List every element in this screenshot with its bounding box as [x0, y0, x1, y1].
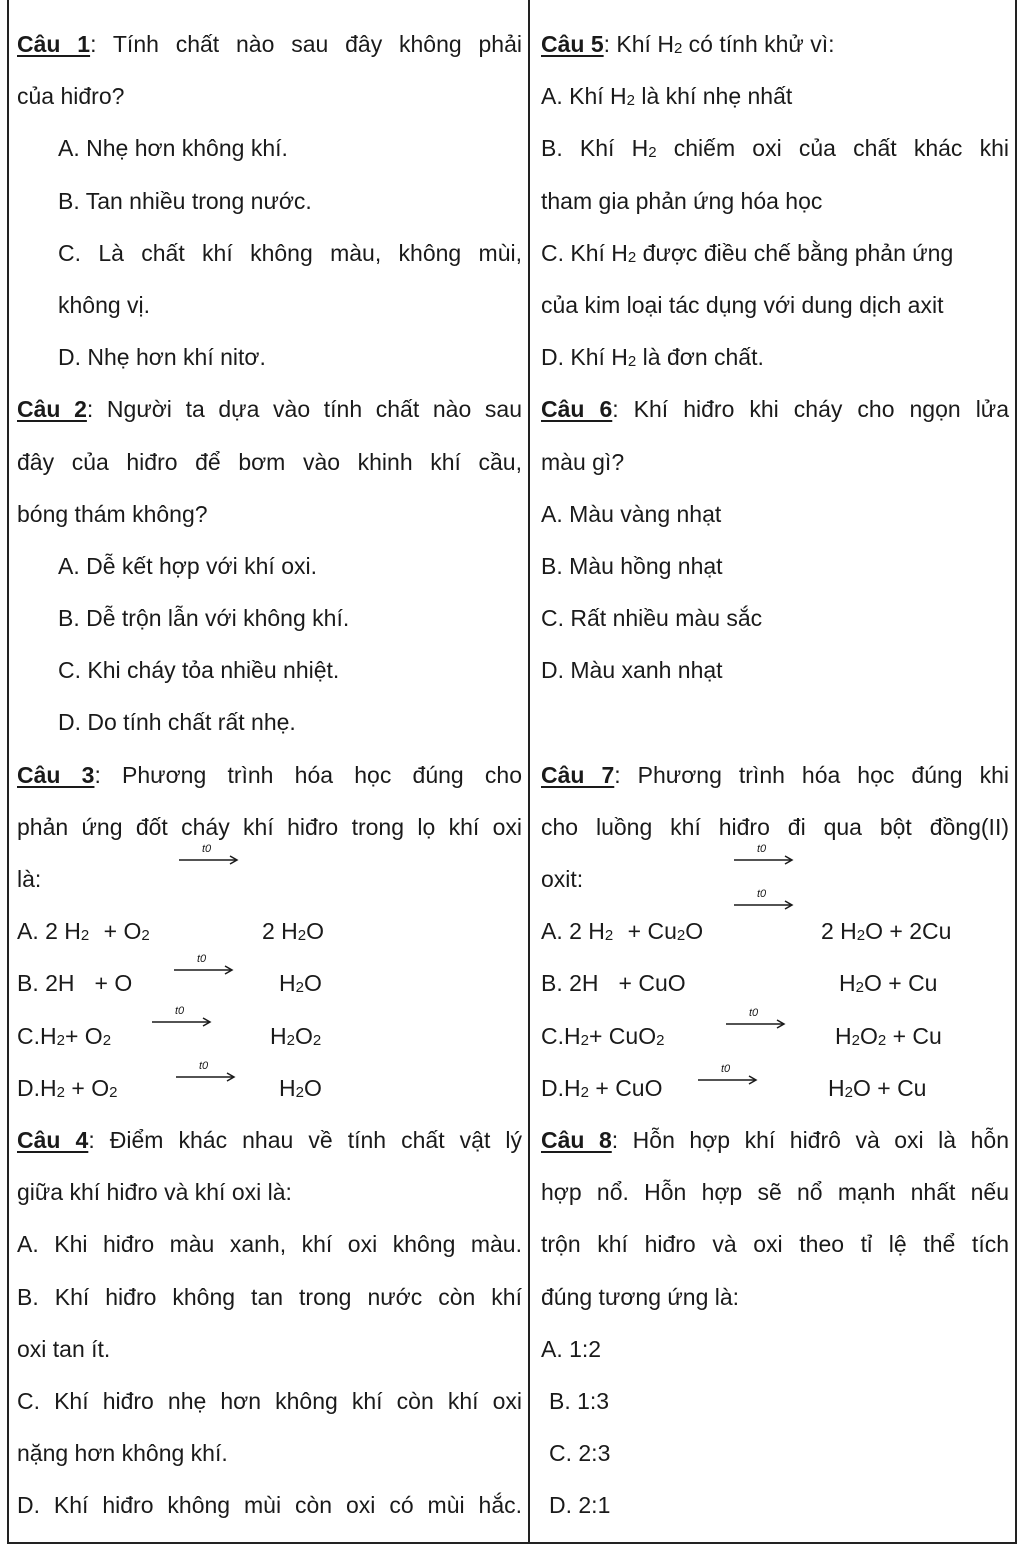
q1-option-a: A. Nhẹ hơn không khí. [58, 135, 288, 162]
reaction-arrow-icon [173, 953, 235, 977]
q2-option-b: B. Dễ trộn lẫn với không khí. [58, 605, 350, 632]
q3-option-b: B. 2H + O $H_2O$ [17, 970, 322, 997]
q3-option-c: $C.H_2+ O_2$ $H_2O_2$ [17, 1022, 322, 1049]
q1-stem-cont: của hiđro? [17, 83, 125, 110]
q8-stem-cont: hợp nổ. Hỗn hợp sẽ nổ mạnh nhất nếu [541, 1179, 1009, 1206]
arrow-label: t0 [749, 1007, 759, 1019]
q4-option-b-cont: oxi tan ít. [17, 1335, 111, 1362]
q4-option-c: C. Khí hiđro nhẹ hơn không khí còn khí oxi [17, 1387, 522, 1414]
q5-option-a: A. Khí $H_2$ là khí nhẹ nhất [541, 83, 793, 110]
q6-option-a: A. Màu vàng nhạt [541, 500, 722, 527]
q4-stem: Câu 4: Điểm khác nhau về tính chất vật lý [17, 1126, 522, 1153]
q8-stem: Câu 8: Hỗn hợp khí hiđrô và oxi là hỗn [541, 1126, 1009, 1153]
reaction-arrow-icon [151, 1005, 213, 1029]
reaction-arrow-icon [178, 843, 240, 867]
q1-option-b: B. Tan nhiều trong nước. [58, 187, 312, 214]
right-column [541, 18, 1009, 1531]
q4-stem-cont: giữa khí hiđro và khí oxi là: [17, 1179, 292, 1206]
q5-option-b: B. Khí $H_2$ chiếm oxi của chất khác khi [541, 135, 1009, 162]
column-divider [528, 0, 530, 1544]
q3-stem-cont2: là: [17, 866, 42, 892]
reaction-arrow-icon [697, 1063, 759, 1087]
q1-stem: Câu 1: Tính chất nào sau đây không phải [17, 31, 522, 57]
q6-option-d: D. Màu xanh nhạt [541, 657, 723, 684]
q8-option-c: C. 2:3 [549, 1440, 611, 1467]
q4-option-a: A. Khi hiđro màu xanh, khí oxi không màu. [17, 1231, 522, 1258]
q5-option-b-cont: tham gia phản ứng hóa học [541, 187, 823, 214]
q1-option-c-cont: không vị. [58, 291, 151, 318]
arrow-label: t0 [757, 843, 767, 855]
reaction-arrow-icon [733, 888, 795, 912]
q2-stem: Câu 2: Người ta dựa vào tính chất nào sau [17, 396, 522, 423]
q5-stem: Câu 5: Khí $H_2$ có tính khử vì: [541, 31, 835, 57]
q6-stem: Câu 6: Khí hiđro khi cháy cho ngọn lửa [541, 396, 1009, 423]
q7-option-a: A. 2 $H_2 + Cu_2O$ 2 $H_2O + 2Cu$ [541, 918, 952, 945]
q8-option-a: A. 1:2 [541, 1335, 602, 1362]
arrow-label: t0 [757, 888, 767, 900]
left-column [17, 18, 522, 1531]
q2-stem-cont: đây của hiđro để bơm vào khinh khí cầu, [17, 448, 522, 475]
q7-option-d: $D.H_2$ + CuO $H_2O + Cu$ [541, 1074, 927, 1101]
arrow-label: t0 [175, 1005, 185, 1017]
q5-option-d: D. Khí $H_2$ là đơn chất. [541, 344, 764, 371]
reaction-arrow-icon [725, 1007, 787, 1031]
q3-stem-cont: phản ứng đốt cháy khí hiđro trong lọ khí oxi [17, 813, 522, 840]
q1-option-d: D. Nhẹ hơn khí nitơ. [58, 344, 266, 371]
q5-option-c: C. Khí $H_2$ được điều chế bằng phản ứng [541, 239, 954, 266]
q7-stem-cont2: oxit: [541, 866, 584, 892]
reaction-arrow-icon [733, 843, 795, 867]
q7-option-b: B. 2H + CuO $H_2O + Cu$ [541, 970, 938, 997]
q7-option-c: $C.H_2+ CuO_2$ $H_2O_2 + Cu$ [541, 1022, 942, 1049]
q2-stem-cont2: bóng thám không? [17, 500, 208, 527]
q8-option-b: B. 1:3 [549, 1387, 610, 1414]
q8-stem-cont3: đúng tương ứng là: [541, 1283, 740, 1310]
q1-option-c: C. Là chất khí không màu, không mùi, [58, 239, 522, 266]
q7-stem-cont: cho luồng khí hiđro đi qua bột đồng(II) [541, 813, 1009, 840]
arrow-label: t0 [202, 843, 212, 855]
q6-option-c: C. Rất nhiều màu sắc [541, 605, 763, 632]
q3-stem: Câu 3: Phương trình hóa học đúng cho [17, 761, 522, 788]
q4-option-b: B. Khí hiđro không tan trong nước còn khí [17, 1283, 522, 1310]
blank-line [541, 696, 1009, 748]
q2-option-d: D. Do tính chất rất nhẹ. [58, 709, 296, 736]
q8-stem-cont2: trộn khí hiđro và oxi theo tỉ lệ thể tích [541, 1231, 1009, 1258]
q4-option-c-cont: nặng hơn không khí. [17, 1440, 228, 1467]
q6-option-b: B. Màu hồng nhạt [541, 552, 723, 579]
q2-option-a: A. Dễ kết hợp với khí oxi. [58, 552, 317, 579]
arrow-label: t0 [197, 953, 207, 965]
arrow-label: t0 [199, 1060, 209, 1072]
q4-option-d: D. Khí hiđro không mùi còn oxi có mùi hắc. [17, 1492, 522, 1519]
q5-option-c-cont: của kim loại tác dụng với dung dịch axit [541, 291, 944, 318]
q6-stem-cont: màu gì? [541, 448, 625, 475]
q2-option-c: C. Khi cháy tỏa nhiều nhiệt. [58, 657, 340, 684]
arrow-label: t0 [721, 1063, 731, 1075]
q3-option-d: $D.H_2 + O_2$ $H_2O$ [17, 1074, 322, 1101]
reaction-arrow-icon [175, 1060, 237, 1084]
q8-option-d: D. 2:1 [549, 1492, 611, 1519]
q7-stem: Câu 7: Phương trình hóa học đúng khi [541, 761, 1009, 788]
q3-option-a: A. 2 $H_2 + O_2$ 2 $H_2O$ [17, 918, 325, 945]
